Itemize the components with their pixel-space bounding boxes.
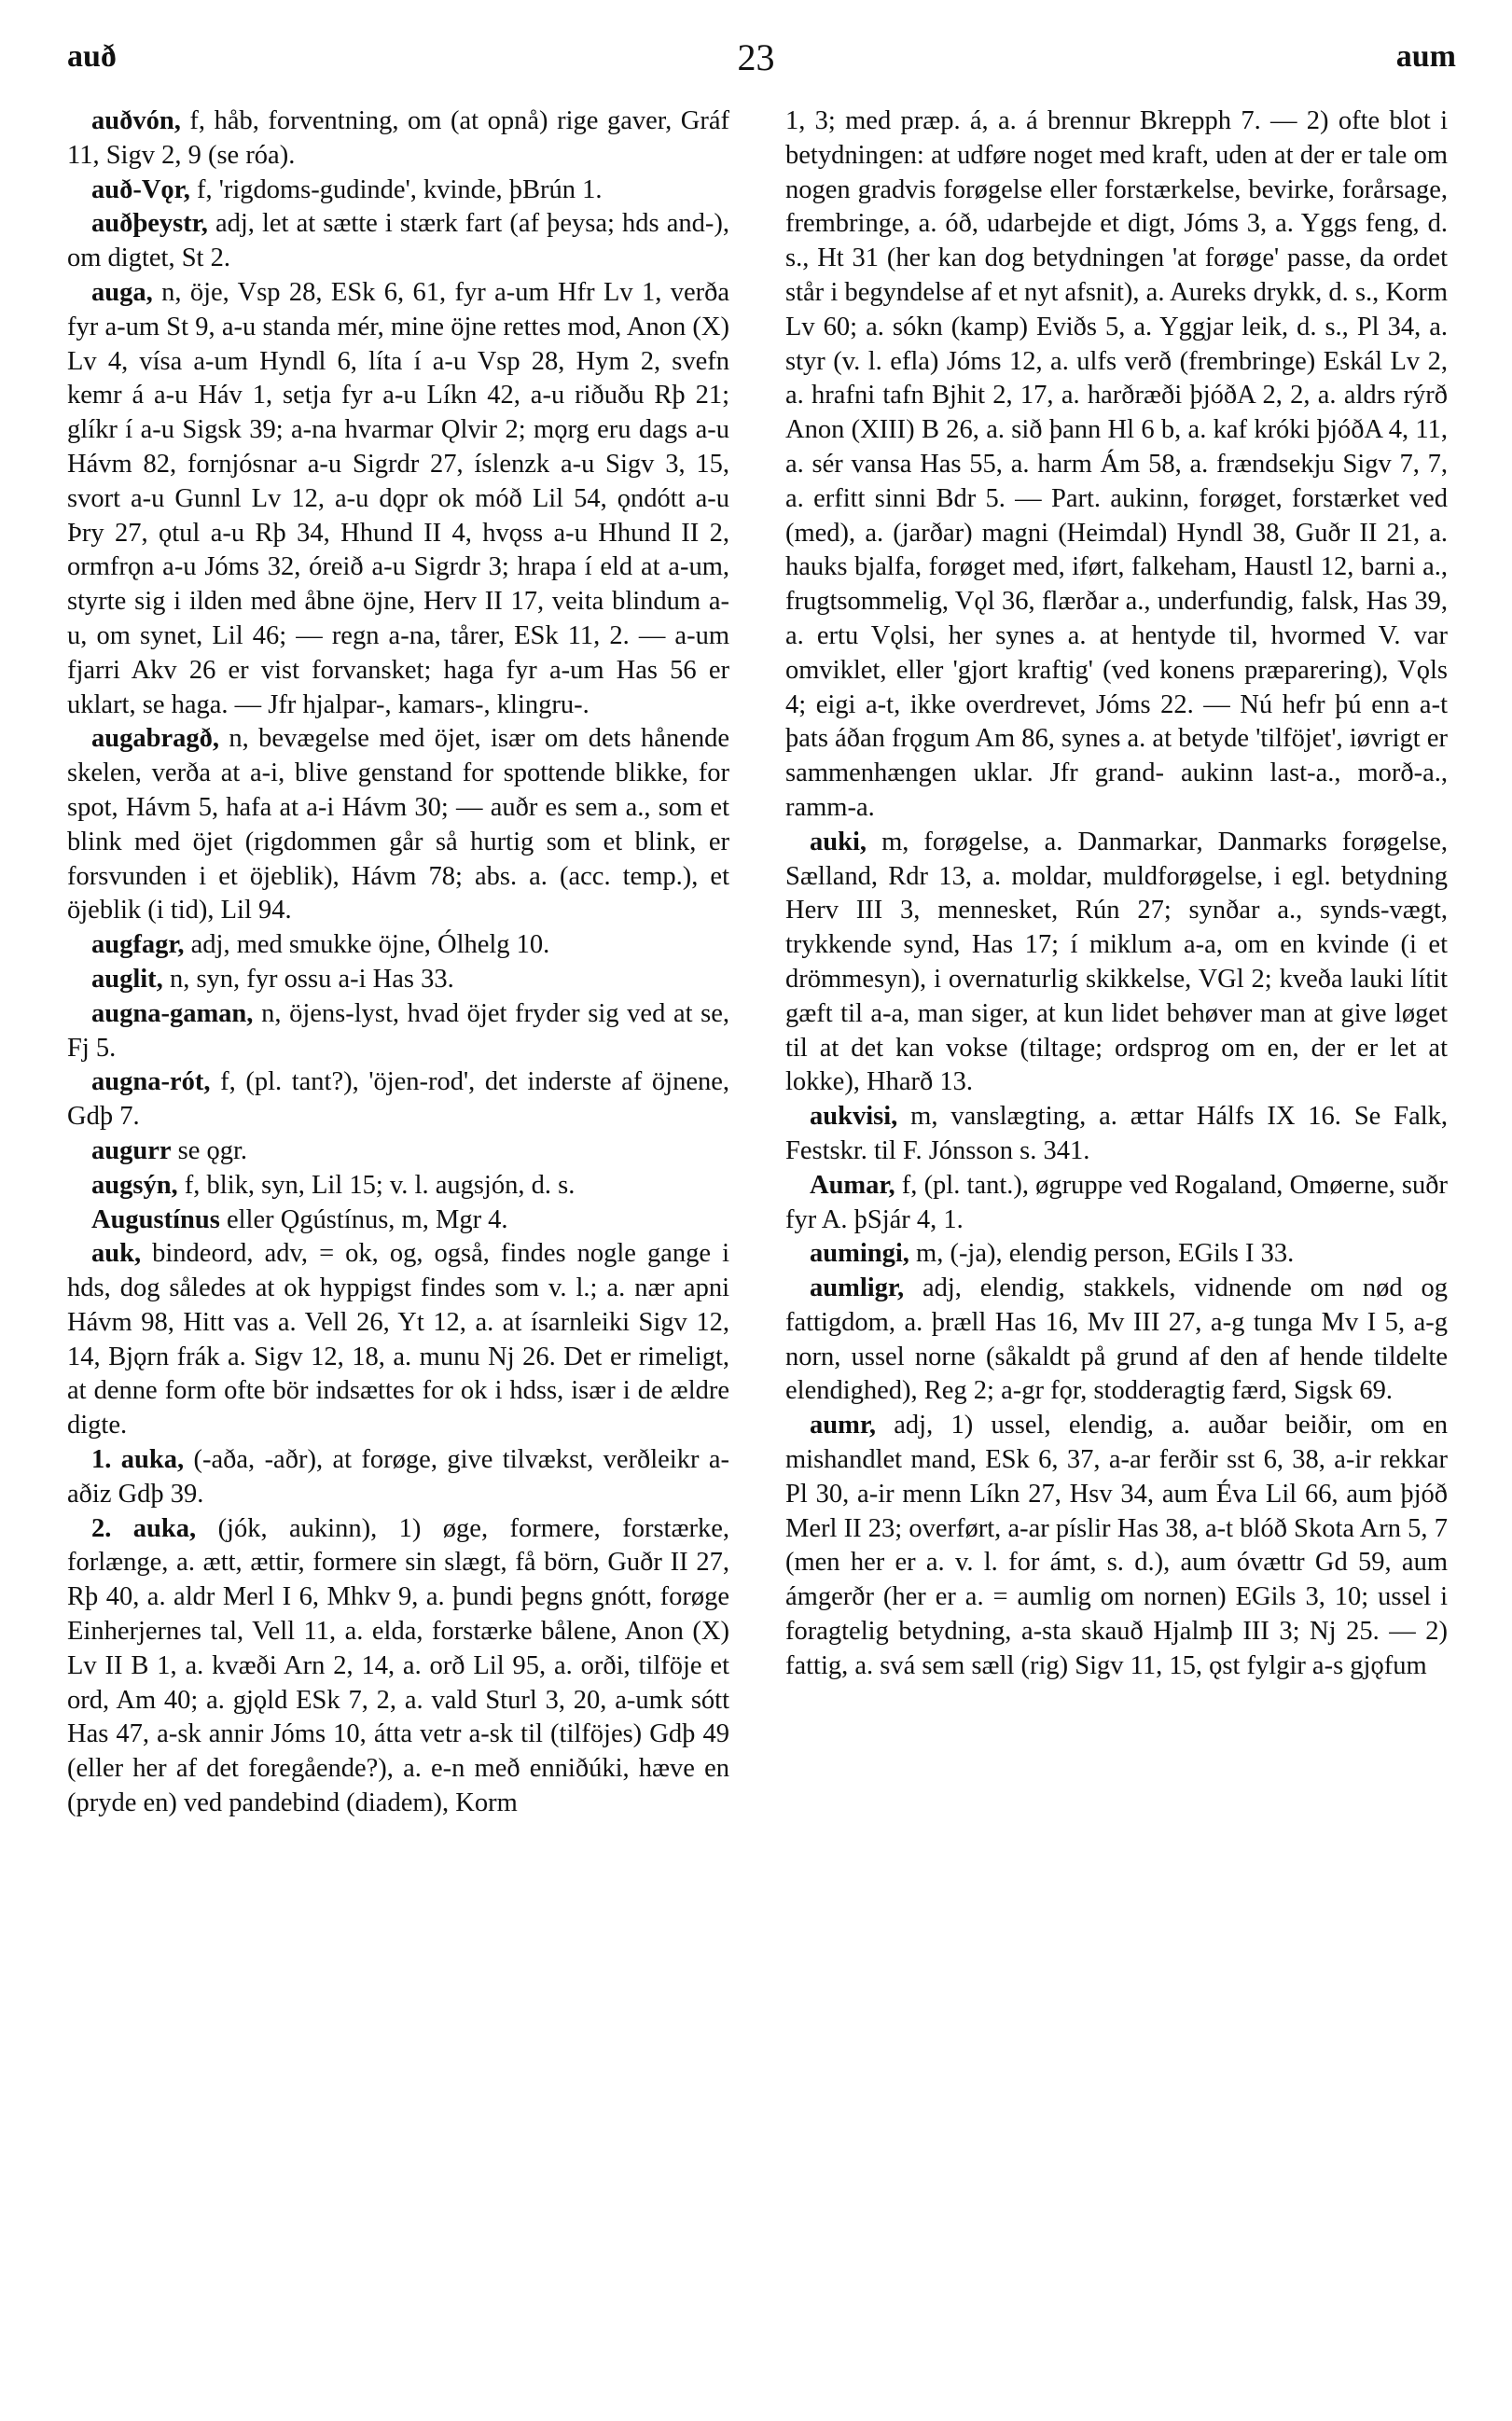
entry-definition: eller Ǫgústínus, m, Mgr 4.	[226, 1204, 508, 1234]
dictionary-entry	[785, 1409, 1448, 1683]
dictionary-entry	[785, 104, 1448, 826]
dictionary-entry	[67, 1443, 729, 1512]
dictionary-entry	[785, 1237, 1448, 1272]
dictionary-entry	[67, 1204, 729, 1238]
dictionary-entry	[785, 1100, 1448, 1169]
dictionary-entry	[67, 997, 729, 1066]
entry-headword: aumligr,	[810, 1273, 905, 1303]
entry-definition: f, håb, forventning, om (at opnå) rige gaver, Gráf 11, Sigv 2, 9 (se róa).	[67, 106, 729, 170]
dictionary-entry	[67, 174, 729, 208]
entry-headword: auk,	[91, 1239, 142, 1269]
entry-definition: (jók, aukinn), 1) øge, formere, forstærke, forlænge, a. ætt, ættir, formere sin slægt, få börn, Guðr II 27, Rþ 40, a. aldr Merl I 6, Mhkv 9, a. þundi þegns gnótt, forøge Einherjernes tal, Vell 11, a. elda, forstærke bålene, Anon (X) Lv II B 1, a. kvæði Arn 2, 14, a. orð Lil 95, a. orði, tilföje et ord, Am 40; a. gjǫld ESk 7, 2, a. vald Sturl 3, 20, a-umk sótt Has 47, a-sk annir Jóms 10, átta vetr a-sk til (tilföjes) Gdþ 49 (eller her af det foregående?), a. e-n með enniðúki, hæve en (pryde en) ved pandebind (diadem), Korm	[67, 1513, 729, 1818]
dictionary-entry	[67, 1169, 729, 1204]
right-running-headword: aum	[1395, 39, 1456, 74]
entry-definition: 1, 3; med præp. á, a. á brennur Bkrepph 7. — 2) ofte blot i betydningen: at udføre noget med kraft, uden at der er tale om nogen gradvis forøgelse eller forstærkelse, bevirke, forårsage, frembringe, a. óð, udarbejde et digt, Jóms 3, a. Yggs feng, d. s., Ht 31 (her kan dog betydningen 'at forøge' passe, da ordet står i begyndelse af et nyt afsnit), a. Aureks drykk, d. s., Korm Lv 60; a. sókn (kamp) Eviðs 5, a. Yggjar leik, d. s., Pl 34, a. styr (v. l. efla) Jóms 12, a. ulfs verð (frembringe) Eskál Lv 2, a. hrafni tafn Bjhit 2, 17, a. harðræði þjóðA 2, 2, a. aldrs rýrð Anon (XIII) B 26, a. sið þann Hl 6 b, a. kaf króki þjóðA 4, 11, a. sér vansa Has 55, a. harm Ám 58, a. frændsekju Sigv 7, 7, a. erfitt sinni Bdr 5. — Part. aukinn, forøget, forstærket ved (med), a. (jarðar) magni (Heimdal) Hyndl 38, Guðr II 21, a. hauks bjalfa, forøget med, iført, falkeham, Haustl 12, barni a., frugtsommelig, Vǫl 36, flærðar a., underfundig, falsk, Has 39, a. ertu Vǫlsi, her synes a. at hentyde til, hvormed V. var omviklet, eller 'gjort kraftig' (ved konens præparering), Vǫls 4; eigi a-t, ikke overdrevet, Jóms 22. — Nú hefr þú enn a-t þats áðan frǫgum Am 86, synes a. at betyde 'tilföjet', iøvrigt er sammenhængen uklar. Jfr grand- aukinn last-a., morð-a., ramm-a.	[785, 106, 1448, 822]
dictionary-entry	[67, 207, 729, 276]
dictionary-entry	[785, 826, 1448, 1100]
left-column	[67, 104, 729, 2400]
entry-headword: Aumar,	[810, 1170, 895, 1200]
entry-headword: auðvón,	[91, 106, 181, 135]
dictionary-entry	[67, 1065, 729, 1134]
entry-definition: n, öjens-lyst, hvad öjet fryder sig ved at se, Fj 5.	[67, 998, 729, 1063]
entry-headword: auga,	[91, 277, 153, 307]
entry-headword: 2. auka,	[91, 1513, 197, 1543]
entry-headword: aumingi,	[810, 1239, 909, 1269]
page-number: 23	[737, 36, 775, 78]
entry-definition: m, vanslægting, a. ættar Hálfs IX 16. Se Falk, Festskr. til F. Jónsson s. 341.	[785, 1102, 1448, 1165]
entry-headword: auki,	[810, 827, 867, 856]
entry-headword: aukvisi,	[810, 1102, 898, 1132]
entry-headword: aumr,	[810, 1411, 876, 1440]
entry-definition: m, forøgelse, a. Danmarkar, Danmarks forøgelse, Sælland, Rdr 13, a. moldar, muldforøgelse, i egl. betydning Herv III 3, mennesket, Rún 27; synðar a., synds-vægt, trykkende synd, Has 17; í miklum a-a, om en kvinde (i et drömmesyn), i overnaturlig skikkelse, VGl 2; kveða lauki lítit gæft til a-a, man siger, at kun lidet behøver man at give løget til at det kan vokse (tiltage; ordsprog om en, der er let at lokke), Hharð 13.	[785, 827, 1448, 1097]
entry-headword: augna-gaman,	[91, 998, 254, 1028]
entry-headword: Augustínus	[91, 1204, 220, 1234]
entry-headword: augsýn,	[91, 1170, 178, 1200]
right-column	[785, 104, 1448, 2400]
dictionary-entry	[67, 104, 729, 174]
dictionary-entry	[67, 1134, 729, 1169]
page-header	[0, 35, 1512, 91]
entry-definition: n, bevægelse med öjet, især om dets hånende skelen, verða at a-i, blive genstand for spottende blikke, for spot, Hávm 5, hafa at a-i Hávm 30; — auðr es sem a., som et blink med öjet (rigdommen går så hurtig som et blink, er forsvunden i et öjeblik), Hávm 78; abs. a. (acc. temp.), et öjeblik (i tid), Lil 94.	[67, 724, 729, 925]
entry-headword: augna-rót,	[91, 1067, 211, 1097]
entry-definition: adj, elendig, stakkels, vidnende om nød og fattigdom, a. þræll Has 16, Mv III 27, a-g tunga Mv I 5, a-g norn, ussel norne (såkaldt på grund af den af hende tildelte elendighed), Reg 2; a-gr fǫr, stodderagtig færd, Sigsk 69.	[785, 1273, 1448, 1406]
entry-definition: m, (-ja), elendig person, EGils I 33.	[916, 1239, 1295, 1269]
entry-headword: augfagr,	[91, 930, 185, 960]
entry-definition: f, (pl. tant?), 'öjen-rod', det inderste af öjnene, Gdþ 7.	[67, 1067, 729, 1132]
dictionary-entry	[67, 1237, 729, 1443]
entry-headword: augabragð,	[91, 724, 219, 754]
entry-headword: auðþeystr,	[91, 209, 208, 239]
entry-definition: n, syn, fyr ossu a-i Has 33.	[169, 964, 454, 994]
dictionary-entry	[67, 722, 729, 928]
dictionary-entry	[67, 928, 729, 963]
entry-definition: f, blik, syn, Lil 15; v. l. augsjón, d. s.	[184, 1170, 576, 1200]
entry-definition: n, öje, Vsp 28, ESk 6, 61, fyr a-um Hfr Lv 1, verða fyr a-um St 9, a-u standa mér, mine öjne rettes mod, Anon (X) Lv 4, vísa a-um Hyndl 6, líta í a-u Vsp 28, Hym 2, svefn kemr á a-u Háv 1, setja fyr a-u Líkn 42, a-u riðuðu Rþ 21; glíkr í a-u Sigsk 39; a-na hvarmar Ǫlvir 2; mǫrg eru dags a-u Hávm 82, fornjósnar a-u Sigrdr 27, íslenzk a-u Sigv 3, 15, svort a-u Gunnl Lv 12, a-u dǫpr ok móð Lil 54, ǫndótt a-u Þry 27, ǫtul a-u Rþ 34, Hhund II 4, hvǫss a-u Hhund II 2, ormfrǫn a-u Jóms 32, óreið a-u Sigrdr 3; hrapa í eld at a-um, styrte sig i ilden med åbne öjne, Herv II 17, veita blindum a-u, om synet, Lil 46; — regn a-na, tårer, ESk 11, 2. — a-um fjarri Akv 26 er vist forvansket; haga fyr a-um Has 56 er uklart, se haga. — Jfr hjalpar-, kamars-, klingru-.	[67, 277, 729, 719]
dictionary-entry	[67, 276, 729, 722]
left-running-headword: auð	[67, 39, 117, 74]
entry-headword: 1. auka,	[91, 1445, 185, 1475]
entry-definition: se ǫgr.	[177, 1135, 248, 1165]
entry-definition: adj, 1) ussel, elendig, a. auðar beiðir, om en mishandlet mand, ESk 6, 37, a-ar ferðir sst 6, 38, a-ir rekkar Pl 30, a-ir menn Líkn 27, Hsv 34, aum Éva Lil 66, aum þjóð Merl II 23; overført, a-ar píslir Has 38, a-t blóð Skota Arn 5, 7 (men her er a. v. l. for ámt, s. d.), aum óvættr Gd 59, aum ámgerðr (her er a. = aumlig om nornen) EGils 3, 10; ussel i foragtelig betydning, a-sta skauð Hjalmþ III 3; Nj 25. — 2) fattig, a. svá sem sæll (rig) Sigv 11, 15, ǫst fylgir a-s gjǫfum	[785, 1411, 1448, 1680]
entry-definition: bindeord, adv, = ok, og, også, findes nogle gange i hds, dog således at ok hyppigst findes som v. l.; a. nær apni Hávm 98, Hitt vas a. Vell 26, Yt 12, a. at ísarnleiki Sigv 12, 14, Bjǫrn frák a. Sigv 12, 18, a. munu Nj 26. Det er rimeligt, at denne form ofte bör indsættes for ok i hdss, især i de ældre digte.	[67, 1239, 729, 1440]
entry-definition: (-aða, -aðr), at forøge, give tilvækst, verðleikr a-aðiz Gdþ 39.	[67, 1445, 729, 1509]
dictionary-entry	[785, 1272, 1448, 1409]
entry-headword: auglit,	[91, 964, 163, 994]
entry-definition: adj, med smukke öjne, Ólhelg 10.	[190, 930, 550, 960]
dictionary-entry	[67, 1512, 729, 1821]
entry-headword: auð-Vǫr,	[91, 174, 190, 204]
entry-definition: adj, let at sætte i stærk fart (af þeysa; hds and-), om digtet, St 2.	[67, 209, 729, 273]
entry-definition: f, (pl. tant.), øgruppe ved Rogaland, Omøerne, suðr fyr A. þSjár 4, 1.	[785, 1170, 1448, 1234]
entry-definition: f, 'rigdoms-gudinde', kvinde, þBrún 1.	[196, 174, 603, 204]
dictionary-entry	[785, 1169, 1448, 1238]
dictionary-entry	[67, 963, 729, 997]
entry-headword: augurr	[91, 1135, 172, 1165]
